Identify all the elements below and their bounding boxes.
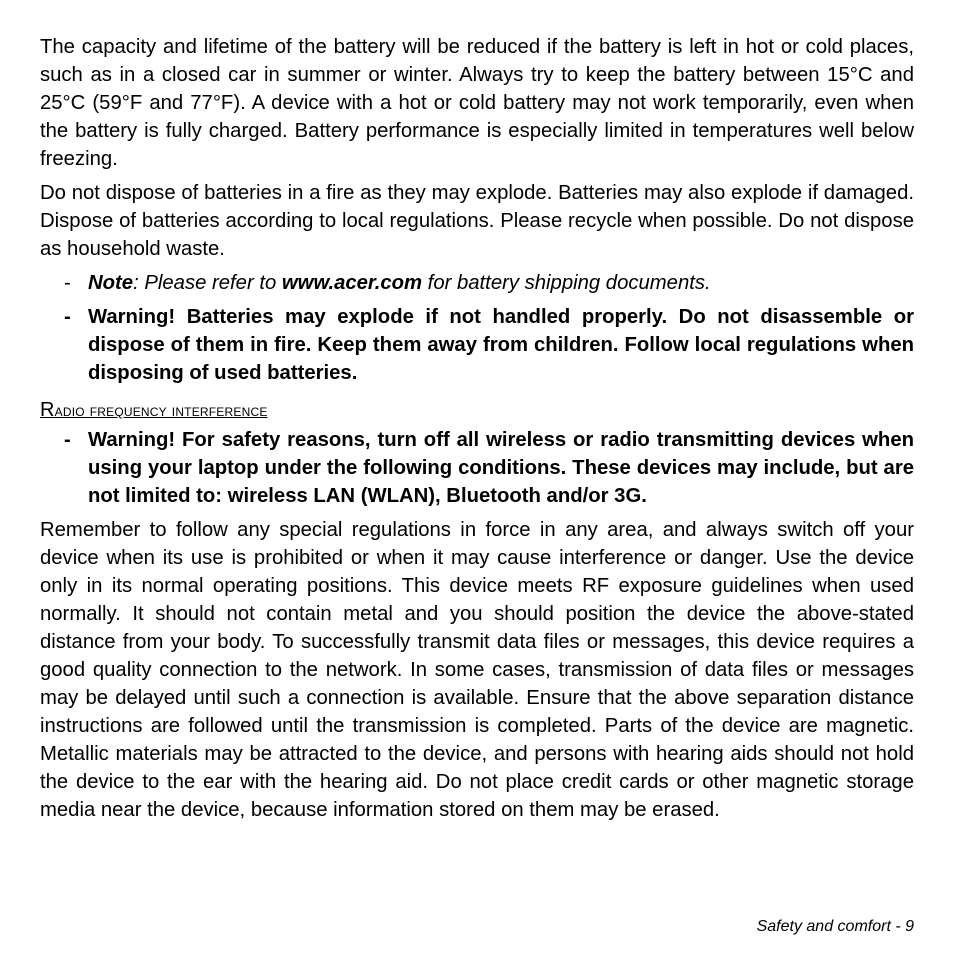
bullet-dash: - bbox=[64, 429, 71, 451]
note-text-end: for battery shipping documents. bbox=[422, 272, 711, 294]
paragraph-battery-temperature: The capacity and lifetime of the battery will be reduced if the battery is left in hot or cold places, such as in a closed car in summer or winter. Always try to keep the battery between 15°C and 25°C (59°F and 77°F). A device with a hot or cold battery may not work temporarily, even when the battery is fully charged. Battery performance is especially limited in temperatures well below freezing. bbox=[40, 36, 914, 170]
warning-battery-bullet bbox=[40, 303, 914, 387]
bullet-dash: - bbox=[64, 306, 71, 328]
warning-battery-text: Warning! Batteries may explode if not handled properly. Do not disassemble or dispose of them in fire. Keep them away from children. Follow local regulations when disposing of used batteries. bbox=[88, 306, 914, 384]
heading-first-letter: R bbox=[40, 399, 55, 421]
warning-radio-text: Warning! For safety reasons, turn off all wireless or radio transmitting devices when using your laptop under the following conditions. These devices may include, but are not limited to: wireless LAN (WLAN), Bluetooth and/or 3G. bbox=[88, 429, 914, 507]
note-text-start: : Please refer to bbox=[133, 272, 282, 294]
paragraph-radio-regulations: Remember to follow any special regulations in force in any area, and always switch off your device when its use is prohibited or when it may cause interference or danger. Use the device only in its normal operating positions. This device meets RF exposure guidelines when used normally. It should not contain metal and you should position the device the above-stated distance from your body. To successfully transmit data files or messages, this device requires a good quality connection to the network. In some cases, transmission of data files or messages may be delayed until such a connection is available. Ensure that the above separation distance instructions are followed until the transmission is completed. Parts of the device are magnetic. Metallic materials may be attracted to the device, and persons with hearing aids should not hold the device to the ear with the hearing aid. Do not place credit cards or other magnetic storage media near the device, because information stored on them may be erased. bbox=[40, 519, 914, 821]
section-heading-radio bbox=[40, 399, 914, 422]
note-bullet bbox=[40, 269, 914, 297]
warning-radio-bullet bbox=[40, 426, 914, 510]
heading-rest: adio frequency interference bbox=[54, 401, 268, 420]
bullet-dash: - bbox=[64, 272, 71, 294]
page-footer: Safety and comfort - 9 bbox=[756, 918, 914, 935]
note-label: Note bbox=[88, 272, 134, 294]
document-page bbox=[40, 33, 914, 830]
paragraph-battery-disposal: Do not dispose of batteries in a fire as they may explode. Batteries may also explode if damaged. Dispose of batteries according to local regulations. Please recycle when possible. Do not dispose as household waste. bbox=[40, 182, 914, 260]
note-url: www.acer.com bbox=[281, 272, 423, 294]
